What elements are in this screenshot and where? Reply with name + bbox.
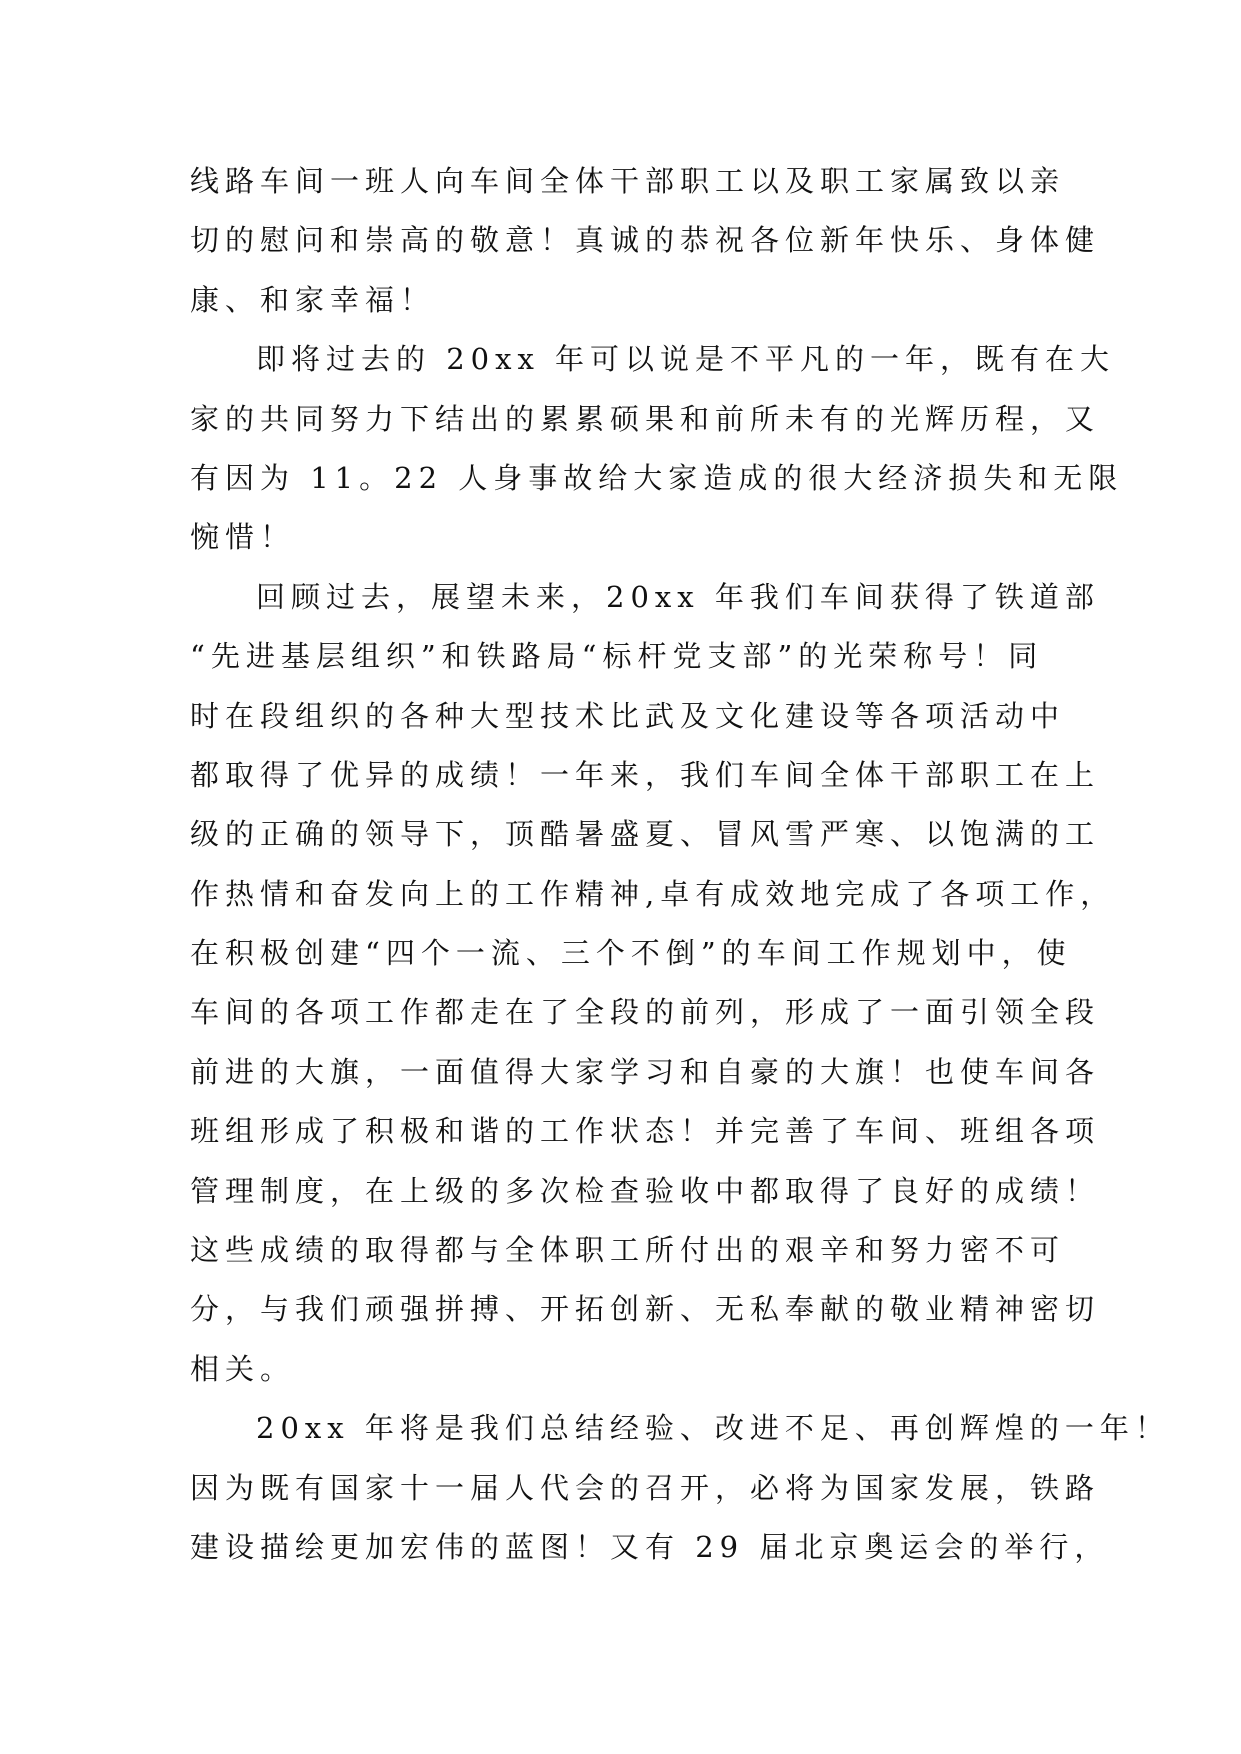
text-line: 在积极创建“四个一流、三个不倒”的车间工作规划中，使 bbox=[190, 936, 1072, 971]
text-line: 班组形成了积极和谐的工作状态！并完善了车间、班组各项 bbox=[190, 1114, 1101, 1149]
text-line: 即将过去的 20xx 年可以说是不平凡的一年，既有在大 bbox=[256, 342, 1116, 377]
text-line: 都取得了优异的成绩！一年来，我们车间全体干部职工在上 bbox=[190, 757, 1101, 792]
text-line: 管理制度，在上级的多次检查验收中都取得了良好的成绩！ bbox=[190, 1173, 1101, 1208]
text-line: 相关。 bbox=[190, 1351, 296, 1386]
text-line: 20xx 年将是我们总结经验、改进不足、再创辉煌的一年！ bbox=[256, 1411, 1170, 1446]
text-line: 这些成绩的取得都与全体职工所付出的艰辛和努力密不可 bbox=[190, 1233, 1066, 1268]
paragraph bbox=[190, 152, 1101, 330]
text-line: 级的正确的领导下，顶酷暑盛夏、冒风雪严寒、以饱满的工 bbox=[190, 817, 1101, 852]
paragraph bbox=[190, 568, 1116, 1399]
text-line: 因为既有国家十一届人代会的召开，必将为国家发展，铁路 bbox=[190, 1470, 1101, 1505]
text-line: 切的慰问和崇高的敬意！真诚的恭祝各位新年快乐、身体健 bbox=[190, 223, 1101, 258]
text-line: 时在段组织的各种大型技术比武及文化建设等各项活动中 bbox=[190, 698, 1066, 733]
paragraph bbox=[190, 1399, 1170, 1577]
text-line: “先进基层组织”和铁路局“标杆党支部”的光荣称号！同 bbox=[190, 639, 1044, 674]
text-line: 康、和家幸福！ bbox=[190, 282, 436, 317]
text-line: 前进的大旗，一面值得大家学习和自豪的大旗！也使车间各 bbox=[190, 1054, 1101, 1089]
text-line: 线路车间一班人向车间全体干部职工以及职工家属致以亲 bbox=[190, 164, 1066, 198]
text-line: 家的共同努力下结出的累累硕果和前所未有的光辉历程，又 bbox=[190, 401, 1101, 436]
document-body bbox=[190, 152, 1170, 1577]
text-line: 惋惜！ bbox=[190, 520, 296, 555]
text-line: 建设描绘更加宏伟的蓝图！又有 29 届北京奥运会的举行， bbox=[190, 1529, 1110, 1564]
text-line: 有因为 11。22 人身事故给大家造成的很大经济损失和无限 bbox=[190, 460, 1124, 495]
text-line: 车间的各项工作都走在了全段的前列，形成了一面引领全段 bbox=[190, 995, 1101, 1030]
text-line: 回顾过去，展望未来，20xx 年我们车间获得了铁道部 bbox=[256, 579, 1100, 614]
text-line: 作热情和奋发向上的工作精神,卓有成效地完成了各项工作， bbox=[190, 876, 1116, 911]
paragraph bbox=[190, 330, 1124, 568]
text-line: 分，与我们顽强拼搏、开拓创新、无私奉献的敬业精神密切 bbox=[190, 1292, 1101, 1327]
